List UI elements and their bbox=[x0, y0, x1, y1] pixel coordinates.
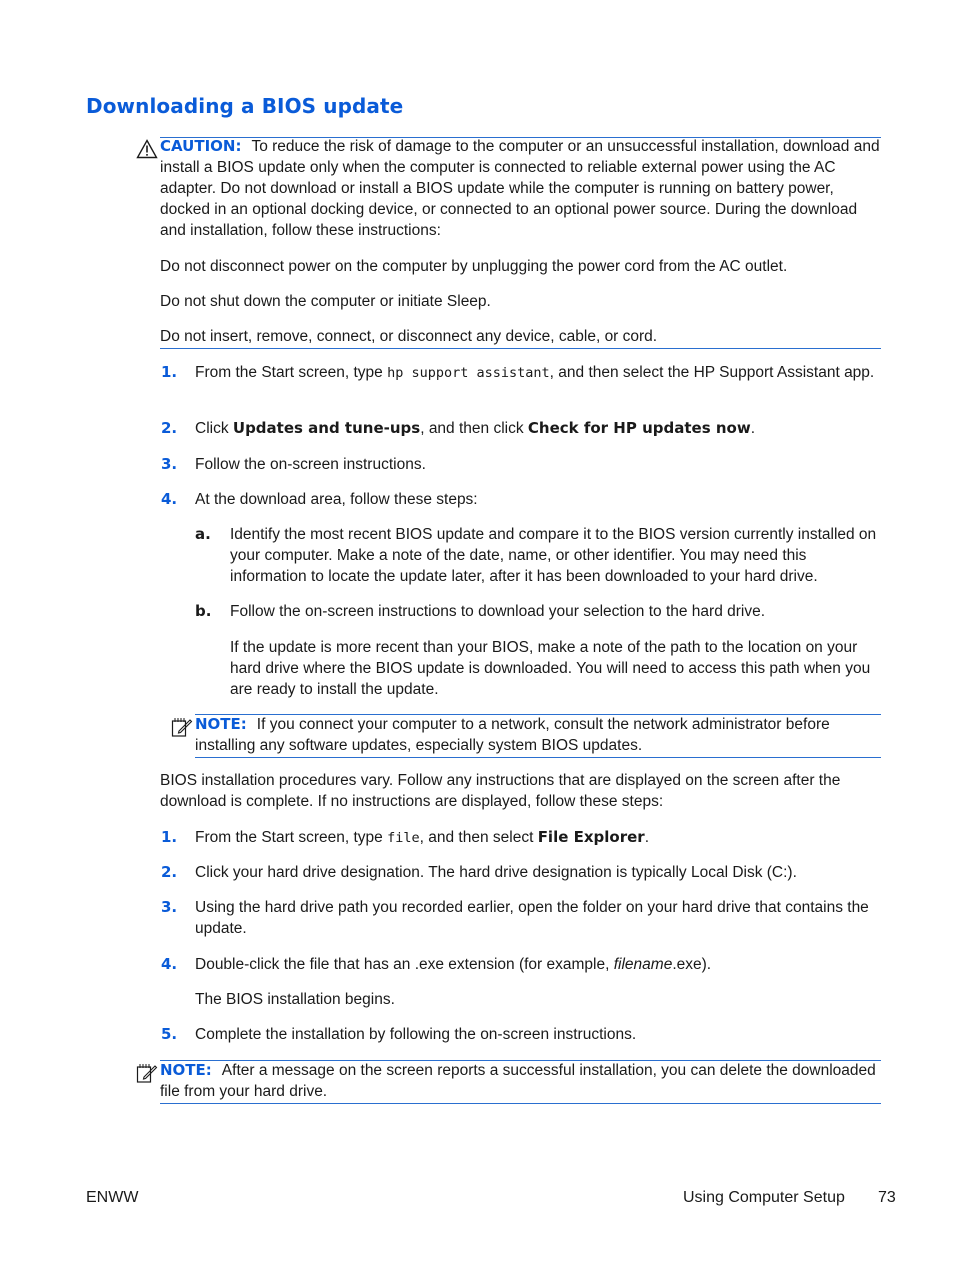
ui-term: Check for HP updates now bbox=[527, 419, 751, 437]
ui-term: Updates and tune-ups bbox=[232, 419, 421, 437]
step-number: 1. bbox=[161, 363, 178, 381]
substep-a-text: Identify the most recent BIOS update and compare it to the BIOS version currently installed on your computer. Make a note of the date, name, or other identifier. You may need this information to locate the update later, after it has been downloaded to your hard drive. bbox=[230, 526, 877, 585]
substep-b-text: Follow the on-screen instructions to download your selection to the hard drive. bbox=[230, 603, 766, 620]
step-number: 4. bbox=[161, 955, 178, 973]
step-text: .exe). bbox=[672, 956, 712, 973]
caution-label: CAUTION: bbox=[160, 137, 242, 155]
footer-section-title: Using Computer Setup bbox=[683, 1189, 845, 1206]
step-2-text bbox=[195, 418, 883, 439]
step-number: 3. bbox=[161, 898, 178, 916]
step-1-text bbox=[195, 827, 883, 849]
note-paragraph bbox=[195, 714, 883, 756]
note-bottom-rule bbox=[160, 1103, 881, 1104]
caution-item-3: Do not insert, remove, connect, or disconnect any device, cable, or cord. bbox=[160, 328, 658, 345]
procedure-intro: BIOS installation procedures vary. Follow any instructions that are displayed on the screen after the download is complete. If no instructions are displayed, follow these steps: bbox=[160, 772, 841, 810]
step-text: , and then click bbox=[420, 420, 528, 437]
step-3-text: Follow the on-screen instructions. bbox=[195, 456, 426, 473]
step-3-text: Using the hard drive path you recorded earlier, open the folder on your hard drive that contains the update. bbox=[195, 899, 869, 937]
footer-left: ENWW bbox=[86, 1189, 139, 1206]
italic-term: filename bbox=[613, 956, 673, 973]
step-text: Double-click the file that has an .exe extension (for example, bbox=[195, 956, 614, 973]
note-text: If you connect your computer to a network, consult the network administrator before installing any software updates, especially system BIOS updates. bbox=[195, 716, 830, 754]
note-paragraph bbox=[160, 1060, 884, 1102]
step-number: 5. bbox=[161, 1025, 178, 1043]
command-code: hp support assistant bbox=[387, 365, 550, 381]
substep-letter: a. bbox=[195, 525, 211, 543]
step-4-continuation: The BIOS installation begins. bbox=[195, 991, 395, 1008]
step-text: , and then select bbox=[419, 829, 538, 846]
note-pencil-icon bbox=[136, 1062, 158, 1084]
step-text: . bbox=[750, 420, 755, 437]
caution-item-1: Do not disconnect power on the computer by unplugging the power cord from the AC outlet. bbox=[160, 258, 788, 275]
note-pencil-icon bbox=[171, 716, 193, 738]
note-bottom-rule bbox=[195, 757, 881, 758]
step-1-text bbox=[195, 362, 883, 384]
step-text: . bbox=[644, 829, 649, 846]
step-number: 1. bbox=[161, 828, 178, 846]
step-number: 3. bbox=[161, 455, 178, 473]
step-text: , and then select the HP Support Assistant app. bbox=[549, 364, 875, 381]
substep-letter: b. bbox=[195, 602, 212, 620]
caution-item-2: Do not shut down the computer or initiate Sleep. bbox=[160, 293, 491, 310]
substep-b-continuation: If the update is more recent than your BIOS, make a note of the path to the location on your hard drive where the BIOS update is downloaded. You will need to access this path when you are ready to install the update. bbox=[230, 639, 871, 698]
step-number: 4. bbox=[161, 490, 178, 508]
caution-paragraph bbox=[160, 136, 884, 241]
step-text: From the Start screen, type bbox=[195, 829, 388, 846]
warning-triangle-icon bbox=[136, 139, 158, 159]
note-label: NOTE: bbox=[195, 715, 247, 733]
note-label: NOTE: bbox=[160, 1061, 212, 1079]
step-number: 2. bbox=[161, 863, 178, 881]
step-2-text: Click your hard drive designation. The hard drive designation is typically Local Disk (C:). bbox=[195, 864, 797, 881]
step-4-text bbox=[195, 954, 883, 975]
caution-text: To reduce the risk of damage to the computer or an unsuccessful installation, download and install a BIOS update only when the computer is connected to reliable external power using the AC adapter. Do not download or install a BIOS update while the computer is running on battery power, docked in an optional docking device, or connected to an optional power source. During the download and installation, follow these instructions: bbox=[160, 138, 880, 239]
caution-bottom-rule bbox=[160, 348, 881, 349]
page-number: 73 bbox=[878, 1189, 896, 1206]
step-5-text: Complete the installation by following the on-screen instructions. bbox=[195, 1026, 637, 1043]
step-4-text: At the download area, follow these steps: bbox=[195, 491, 478, 508]
ui-term: File Explorer bbox=[537, 828, 645, 846]
section-heading: Downloading a BIOS update bbox=[86, 94, 404, 118]
step-text: From the Start screen, type bbox=[195, 364, 388, 381]
step-number: 2. bbox=[161, 419, 178, 437]
step-text: Click bbox=[195, 420, 233, 437]
note-text: After a message on the screen reports a successful installation, you can delete the downloaded file from your hard drive. bbox=[160, 1062, 876, 1100]
command-code: file bbox=[387, 830, 420, 846]
